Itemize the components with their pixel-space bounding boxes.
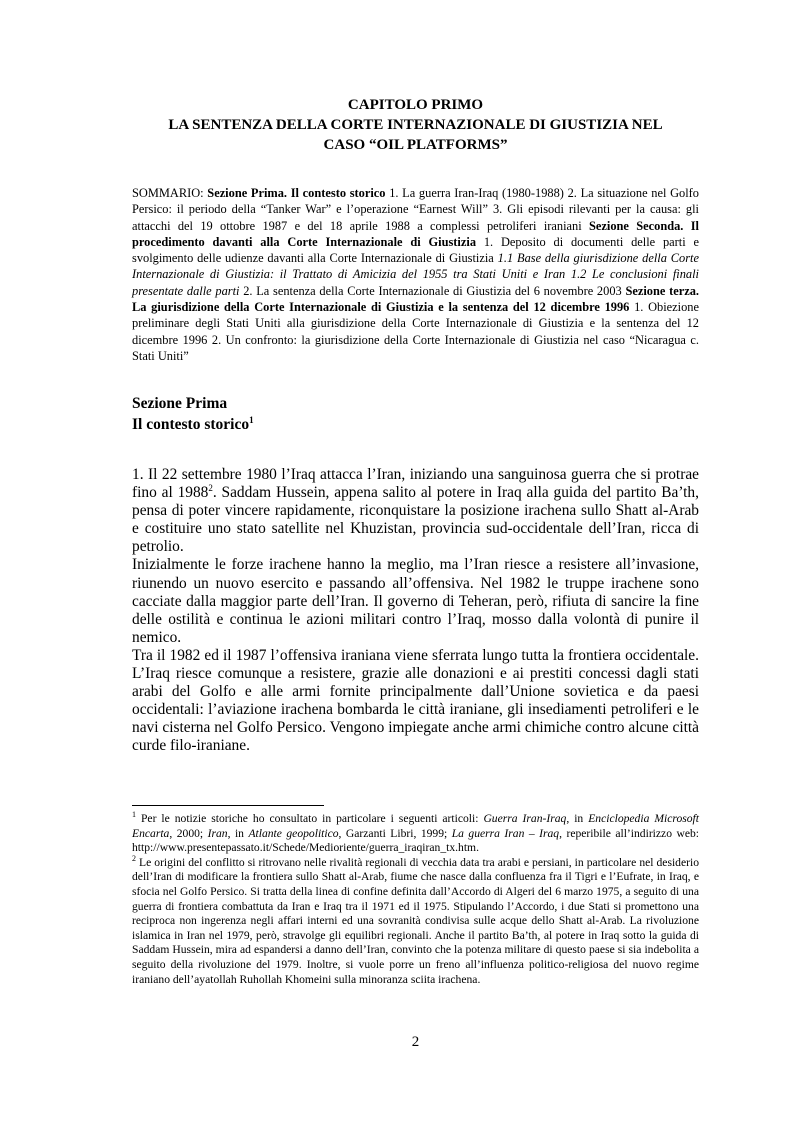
summary-section-2-subitems: 1.1 Base della giurisdizione della Corte Internazionale di Giustizia: il Trattato di Amicizia del 1955 tra Stati Uniti e Iran 1.2 Le conclusioni finali presentate dalle parti <box>132 251 699 298</box>
section-subtitle <box>132 414 254 435</box>
section-heading <box>132 393 254 435</box>
footnote-1-text-a: Per le notizie storiche ho consultato in particolare i seguenti articoli: <box>136 812 484 825</box>
footnote-1-text-d: , in <box>227 826 249 840</box>
footnotes <box>132 812 699 987</box>
summary-section-2-text: 1. Deposito di documenti delle parti e svolgimento delle udienze davanti alla Corte Internazionale di Giustizia <box>132 234 699 266</box>
footnote-1-text-f: , reperibile all’indirizzo web: http://www.presentepassato.it/Schede/Medioriente/guerra_iraqiran_tx.htm. <box>132 826 699 855</box>
footnote-1 <box>132 812 699 856</box>
footnote-1-title-4: Atlante geopolitico <box>248 826 339 840</box>
summary-label: SOMMARIO: <box>132 186 208 200</box>
chapter-number: CAPITOLO PRIMO <box>347 97 484 113</box>
footnote-separator <box>132 805 324 806</box>
footnote-2 <box>132 853 699 987</box>
footnote-1-title-2: Enciclopedia Microsoft Encarta <box>132 812 699 840</box>
footnote-1-text-b: , in <box>566 812 589 825</box>
paragraph-2: Inizialmente le forze irachene hanno la meglio, ma l’Iran riesce a resistere all’invasione, riunendo un nuovo esercito e passando all’offensiva. Nel 1982 le truppe irachene sono cacciate dalla maggior parte dell’Iran. Il governo di Teheran, però, rifiuta di sancire la fine delle ostilità e continua le azioni militari contro l’Iraq, mosso dalla volontà di punire il nemico. <box>132 556 699 646</box>
section-subtitle-text: Il contesto storico <box>132 416 250 433</box>
footnote-1-title-1: Guerra Iran-Iraq <box>483 812 567 825</box>
paragraph-1-part-b: . Saddam Hussein, appena salito al potere in Iraq alla guida del partito Ba’th, pensa di poter vincere rapidamente, riconquistare la posizione irachena sullo Shatt al-Arab e costituire uno stato satellite nel Khuzistan, provincia sud-occidentale dell’Iran, ricca di petrolio. <box>132 484 699 556</box>
chapter-heading <box>132 95 699 155</box>
summary-section-1-text: 1. La guerra Iran-Iraq (1980-1988) 2. La situazione nel Golfo Persico: il periodo della “Tanker War” e l’operazione “Earnest Will” 3. Gli episodi rilevanti per la causa: gli attacchi del 19 ottobre 1987 e del 18 aprile 1988 a complessi petroliferi iraniani <box>132 186 699 233</box>
summary-section-2-title: Sezione Seconda. Il procedimento davanti alla Corte Internazionale di Giustizia <box>132 218 700 249</box>
footnote-1-text-e: , Garzanti Libri, 1999; <box>338 826 452 840</box>
footnote-ref-1: 1 <box>249 414 254 425</box>
summary-section-3-title: Sezione terza. La giurisdizione della Corte Internazionale di Giustizia e la sentenza del 12 dicembre 1996 <box>132 283 699 315</box>
footnote-1-text-c: , 2000; <box>169 826 208 840</box>
footnote-1-number: 1 <box>132 810 136 820</box>
footnote-1-title-5: La guerra Iran – Iraq <box>451 826 560 840</box>
page-number: 2 <box>411 1034 420 1050</box>
footnote-1-title-3: Iran <box>207 826 228 840</box>
paragraph-3: Tra il 1982 ed il 1987 l’offensiva iraniana viene sferrata lungo tutta la frontiera occidentale. L’Iraq riesce comunque a resistere, grazie alle donazioni e ai prestiti concessi dagli stati arabi del Golfo e alle armi fornite principalmente dall’Unione sovietica e da paesi occidentali: l’aviazione irachena bombarda le città iraniane, gli insediamenti petroliferi e le navi cisterna nel Golfo Persico. Vengono impiegate anche armi chimiche contro alcune città curde filo-iraniane. <box>132 646 699 755</box>
footnote-ref-2: 2 <box>208 482 213 493</box>
summary-section-1-title: Sezione Prima. Il contesto storico <box>207 186 386 200</box>
section-title: Sezione Prima <box>132 395 228 412</box>
summary-section-2-text-2: 2. La sentenza della Corte Internazionale di Giustizia del 6 novembre 2003 <box>239 283 626 298</box>
chapter-title-line-2: CASO “OIL PLATFORMS” <box>323 137 508 153</box>
footnote-2-text: Le origini del conflitto si ritrovano nelle rivalità regionali di vecchia data tra arabi e persiani, in particolare nel desiderio dell’Iran di modificare la frontiera sullo Shatt al-Arab, fiume che nasce dalla confluenza fra il Tigri e l’Eufrate, in Iraq, e sfocia nel Golfo Persico. Si tratta della linea di confine definita dall’Accordo di Algeri del 6 marzo 1975, a seguito di una guerra di frontiera combattuta da Iran e Iraq tra il 1971 ed il 1975. Stipulando l’Accordo, i due Stati si promettono una reciproca non ingerenza negli affari interni ed una sovranità condivisa sulle acque dello Shatt al-Arab. La rivoluzione islamica in Iran nel 1979, però, stravolge gli equilibri regionali. Anche il partito Ba’th, al potere in Iraq sotto la guida di Saddam Hussein, mira ad espandersi a danno dell’Iran, convinto che la potenza militare di questo paese si sia indebolita a seguito della rivoluzione del 1979. Inoltre, si vuole porre un freno all’influenza politico-religiosa del nuovo regime iraniano dell’ayatollah Ruhollah Khomeini sulla minoranza sciita irachena. <box>132 855 699 986</box>
summary-block <box>132 185 699 364</box>
paragraph-1 <box>132 466 699 556</box>
chapter-title-line-1: LA SENTENZA DELLA CORTE INTERNAZIONALE DI GIUSTIZIA NEL <box>168 117 663 133</box>
paragraph-1-part-a: 1. Il 22 settembre 1980 l’Iraq attacca l’Iran, iniziando una sanguinosa guerra che si protrae fino al 1988 <box>132 466 699 502</box>
summary-section-3-text: 1. Obiezione preliminare degli Stati Uniti alla giurisdizione della Corte Internazionale di Giustizia e la sentenza del 12 dicembre 1996 2. Un confronto: la giurisdizione della Corte Internazionale di Giustizia nel caso “Nicaragua c. Stati Uniti” <box>132 300 700 363</box>
body-text <box>132 466 699 756</box>
footnote-2-number: 2 <box>132 853 136 863</box>
